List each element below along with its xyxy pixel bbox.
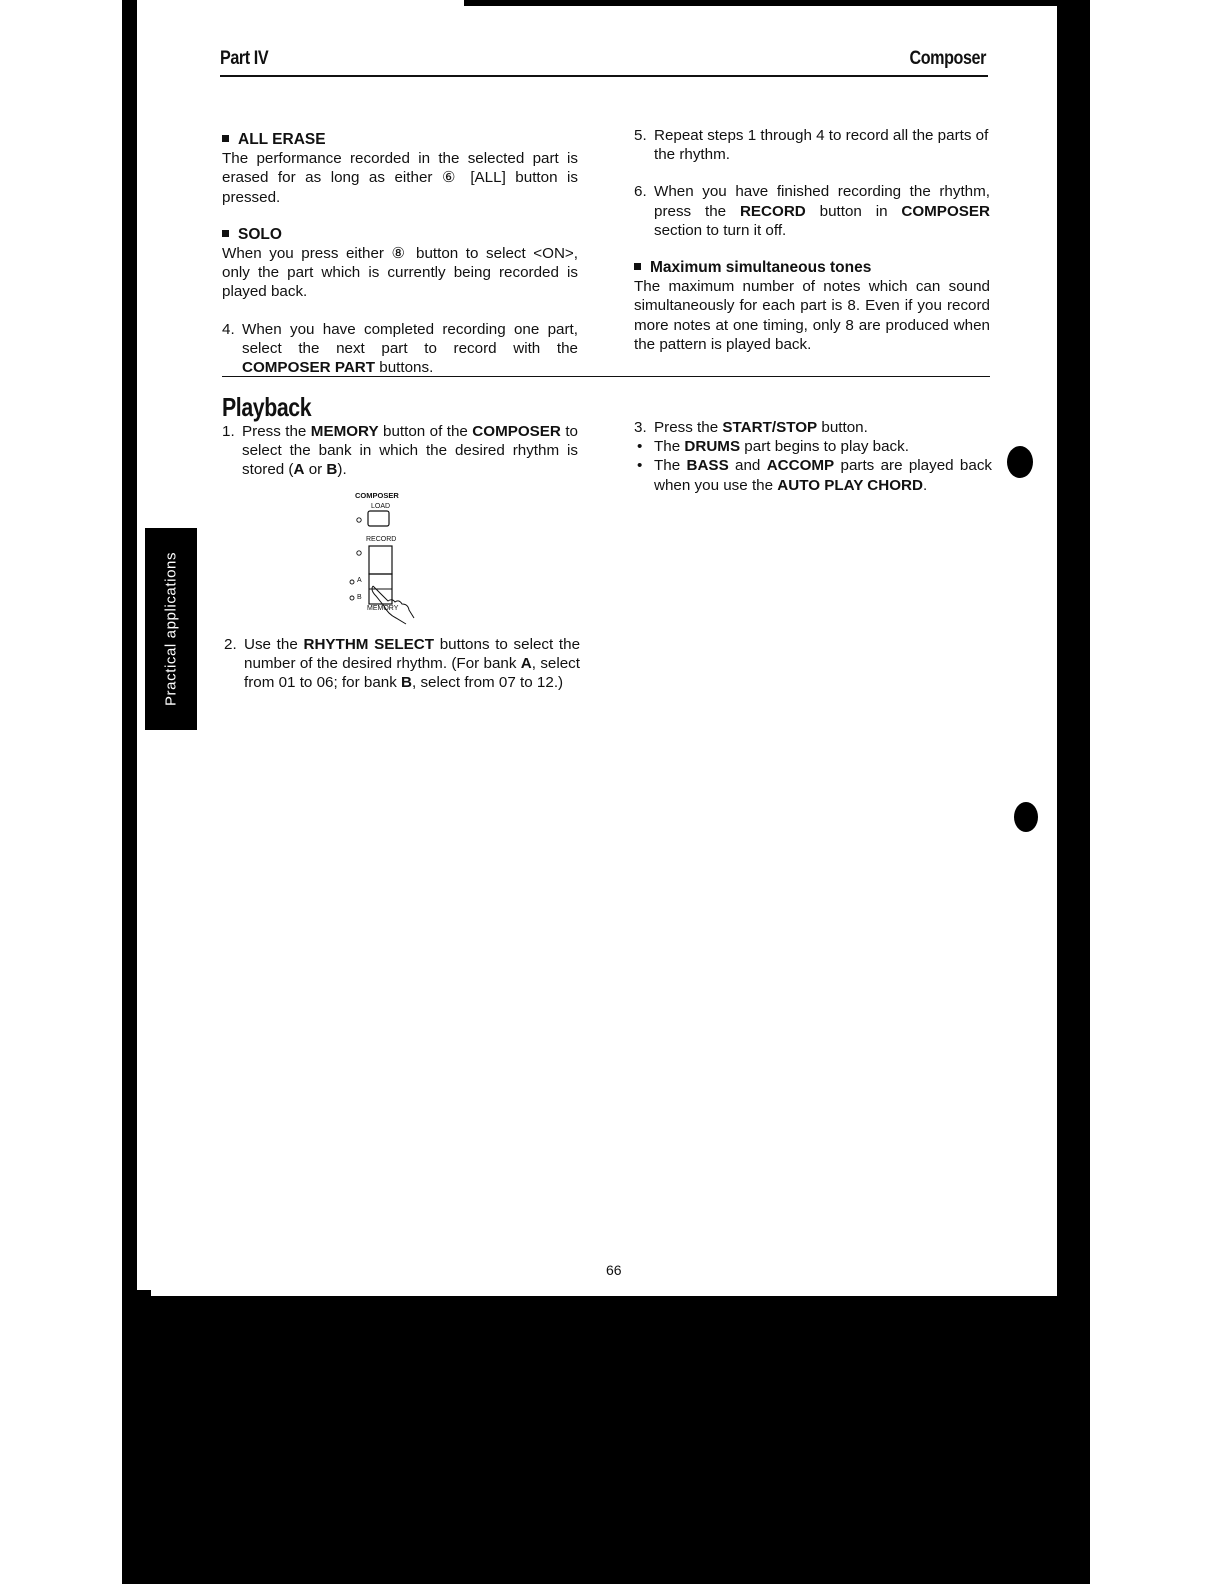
bullet-dot-icon: • bbox=[637, 457, 643, 475]
right-column bbox=[634, 126, 990, 354]
bullet-drums: • The DRUMS part begins to play back. bbox=[637, 438, 909, 456]
max-tones-heading: Maximum simultaneous tones bbox=[634, 258, 990, 277]
bullet-dot-icon: • bbox=[637, 438, 643, 456]
square-bullet-icon bbox=[222, 135, 229, 142]
pressing-finger-icon bbox=[372, 586, 414, 624]
load-button-icon bbox=[368, 511, 389, 526]
bank-a-led-icon bbox=[350, 580, 354, 584]
bank-b-led-icon bbox=[350, 596, 354, 600]
record-led-icon bbox=[357, 551, 361, 555]
playback-step-1: 1. Press the MEMORY button of the COMPOSER to select the bank in which the desired rhythm is stored (A or B). bbox=[222, 423, 578, 479]
diagram-record-label: RECORD bbox=[366, 536, 397, 543]
square-bullet-icon bbox=[222, 230, 229, 237]
playback-step-2-block bbox=[224, 635, 580, 693]
playback-step-2: 2. Use the RHYTHM SELECT buttons to select the number of the desired rhythm. (For bank A, select from 01 to 06; for bank B, select from 07 to 12.) bbox=[224, 636, 581, 692]
scan-border-top bbox=[464, 0, 1090, 6]
binder-hole-mark-icon bbox=[1007, 446, 1033, 478]
step-6: 6. When you have finished recording the rhythm, press the RECORD button in COMPOSER section to turn it off. bbox=[634, 183, 990, 239]
left-column bbox=[222, 130, 578, 377]
diagram-a-label: A bbox=[357, 577, 362, 584]
step-5: 5. Repeat steps 1 through 4 to record all the parts of the rhythm. bbox=[634, 127, 989, 164]
max-tones-text: The maximum number of notes which can sound simultaneously for each part is 8. Even if you record more notes at one timing, only 8 are produced when the pattern is played back. bbox=[634, 278, 990, 353]
load-led-icon bbox=[357, 518, 361, 522]
record-button-icon bbox=[369, 546, 392, 574]
step-4: 4. When you have completed recording one part, select the next part to record with the COMPOSER PART buttons. bbox=[222, 320, 578, 377]
solo-heading: SOLO bbox=[222, 225, 578, 244]
binder-hole-mark-icon bbox=[1014, 802, 1038, 832]
header-section: Composer bbox=[909, 48, 986, 69]
playback-step-3: 3. Press the START/STOP button. bbox=[634, 419, 868, 436]
side-tab-label: Practical applications bbox=[162, 551, 180, 707]
scan-border-bottom bbox=[122, 1296, 1090, 1584]
section-rule bbox=[222, 376, 990, 377]
all-erase-heading: ALL ERASE bbox=[222, 130, 578, 149]
diagram-load-label: LOAD bbox=[371, 503, 391, 510]
bullet-bass-accomp: • The BASS and ACCOMP parts are played back when you use the AUTO PLAY CHORD. bbox=[637, 457, 993, 494]
playback-step-3-block bbox=[634, 418, 992, 495]
header-rule bbox=[220, 75, 988, 77]
scan-border-bottom-strip bbox=[137, 1290, 151, 1298]
header-part: Part IV bbox=[220, 48, 269, 69]
diagram-composer-label: COMPOSER bbox=[355, 491, 399, 500]
playback-step-1-block bbox=[222, 422, 578, 480]
solo-text: When you press either ⑧ button to select <ON>, only the part which is currently being recorded is played back. bbox=[222, 245, 578, 301]
diagram-drawing bbox=[340, 500, 440, 640]
all-erase-text: The performance recorded in the selected part is erased for as long as either ⑥ [ALL] button is pressed. bbox=[222, 150, 578, 206]
diagram-memory-label: MEMORY bbox=[367, 605, 399, 612]
diagram-b-label: B bbox=[357, 594, 362, 601]
playback-heading: Playback bbox=[222, 392, 312, 422]
page-number: 66 bbox=[606, 1262, 622, 1278]
square-bullet-icon bbox=[634, 263, 641, 270]
side-tab bbox=[145, 528, 197, 730]
